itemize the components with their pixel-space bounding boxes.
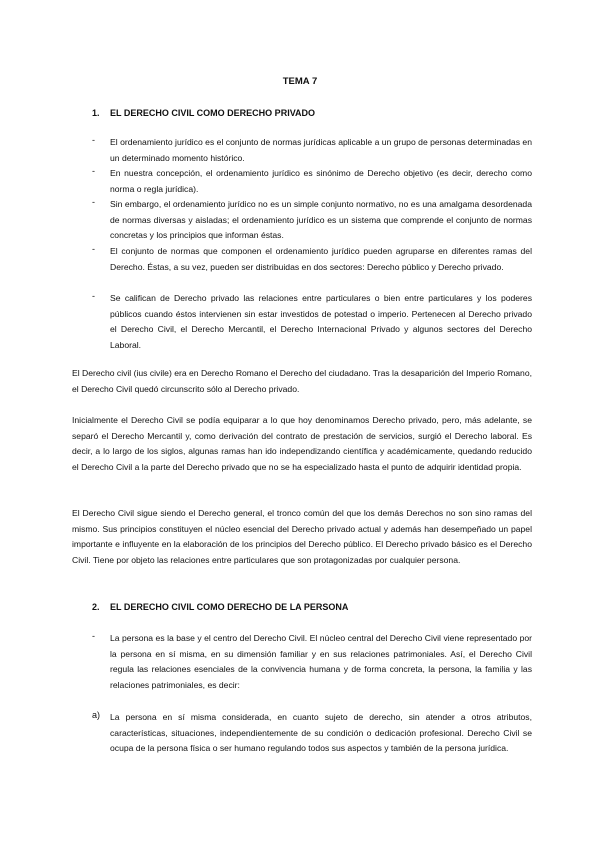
section-2-title: EL DERECHO CIVIL COMO DERECHO DE LA PERSONA	[110, 602, 349, 612]
bullet-text: El ordenamiento jurídico es el conjunto de normas jurídicas aplicable a un grupo de personas determinadas en un determinado momento histórico.	[110, 137, 532, 163]
bullet-mark: -	[92, 135, 95, 145]
section-1-title: EL DERECHO CIVIL COMO DERECHO PRIVADO	[110, 108, 316, 118]
bullet-mark: -	[92, 291, 95, 301]
paragraph-derecho-general: El Derecho Civil sigue siendo el Derecho general, el tronco común del que los demás Derechos no son sino ramas del mismo. Sus principios constituyen el núcleo esencial del Derecho privado actual y además han desempeñado un papel importante e influyente en la elaboración de los principios del Derecho público. El Derecho privado básico es el Derecho Civil. Tiene por objeto las relaciones entre particulares que son protagonizadas por cualquier persona.	[72, 508, 532, 565]
section-1-bullet-1	[92, 135, 532, 166]
bullet-mark: -	[92, 197, 95, 207]
bullet-mark: -	[92, 244, 95, 254]
paragraph-ius-civile: El Derecho civil (ius civile) era en Derecho Romano el Derecho del ciudadano. Tras la desaparición del Imperio Romano, el Derecho Civil quedó circunscrito sólo al Derecho privado.	[72, 368, 532, 394]
bullet-mark: -	[92, 166, 95, 176]
bullet-text: El conjunto de normas que componen el ordenamiento jurídico pueden agruparse en diferentes ramas del Derecho. Éstas, a su vez, pueden ser distribuidas en dos sectores: Derecho público y Derecho privado.	[110, 246, 532, 272]
list-letter: a)	[92, 710, 101, 720]
bullet-text: Se califican de Derecho privado las relaciones entre particulares o bien entre particulares y los poderes públicos cuando éstos intervienen sin estar investidos de potestad o imperio. Pertenecen al Derecho privado el Derecho Civil, el Derecho Mercantil, el Derecho Internacional Privado y algunos sectores del Derecho Laboral.	[110, 293, 532, 350]
section-2-heading	[92, 602, 348, 612]
section-1-bullet-5	[92, 291, 532, 353]
section-1-bullet-4	[92, 244, 532, 275]
document-title: TEMA 7	[282, 76, 318, 87]
bullet-text: La persona es la base y el centro del Derecho Civil. El núcleo central del Derecho Civil viene representado por la persona en sí misma, en su dimensión familiar y en sus relaciones patrimoniales. Así, el Derecho Civil regula las relaciones esenciales de la convivencia humana y de forma concreta, la persona, la familia y las relaciones patrimoniales, es decir:	[110, 633, 532, 690]
section-2-bullet-1	[92, 631, 532, 693]
section-1-bullet-2	[92, 166, 532, 197]
section-1-number: 1.	[92, 108, 100, 118]
bullet-text: En nuestra concepción, el ordenamiento jurídico es sinónimo de Derecho objetivo (es decir, derecho como norma o regla jurídica).	[110, 168, 532, 194]
section-2-item-a	[92, 710, 532, 757]
paragraph-derecho-privado: Inicialmente el Derecho Civil se podía equiparar a lo que hoy denominamos Derecho privado, pero, más adelante, se separó el Derecho Mercantil y, como derivación del contrato de prestación de servicios, surgió el Derecho laboral. Es decir, a lo largo de los siglos, algunas ramas han ido independizando científica y académicamente, quedando reducido el Derecho Civil a la parte del Derecho privado que no se ha especializado hasta el punto de adquirir identidad propia.	[72, 415, 532, 472]
bullet-text: Sin embargo, el ordenamiento jurídico no es un simple conjunto normativo, no es una amalgama desordenada de normas diversas y aisladas; el ordenamiento jurídico es un sistema que comprende el conjunto de normas concretas y los principios que informan éstas.	[110, 199, 532, 241]
section-2-number: 2.	[92, 602, 100, 612]
bullet-mark: -	[92, 631, 95, 641]
section-1-heading	[92, 108, 315, 118]
section-1-bullet-3	[92, 197, 532, 244]
item-text: La persona en sí misma considerada, en cuanto sujeto de derecho, sin atender a otros atributos, características, situaciones, independientemente de su condición o dedicación profesional. Derecho Civil se ocupa de la persona física o ser humano regulando todos sus aspectos y también de la persona jurídica.	[110, 712, 532, 754]
